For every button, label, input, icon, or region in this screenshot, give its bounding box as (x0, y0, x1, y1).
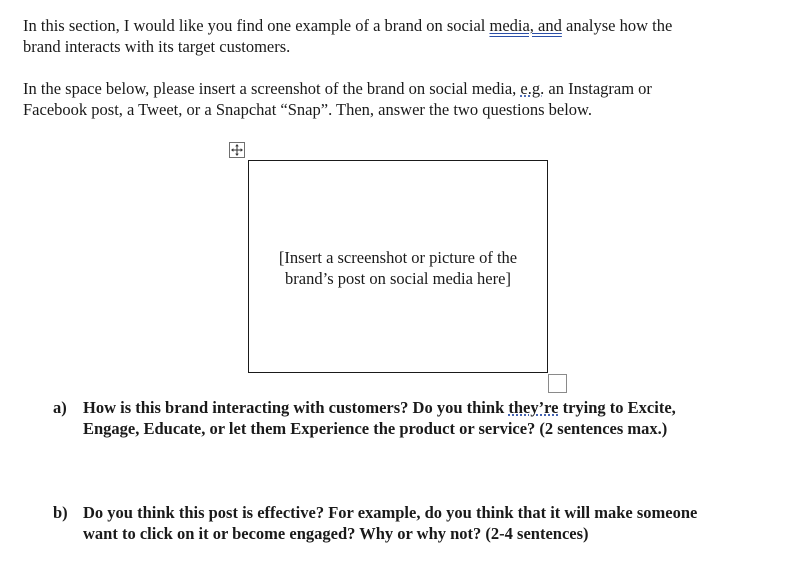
intro-text: In this section, I would like you find one example of a brand on social (23, 16, 490, 35)
intro-text: brand interacts with its target customers. (23, 37, 291, 56)
question-letter: b) (53, 503, 68, 522)
question-letter: a) (53, 398, 67, 417)
instructions-text: Facebook post, a Tweet, or a Snapchat “Snap”. Then, answer the two questions below. (23, 100, 593, 119)
screenshot-placeholder-box[interactable] (248, 160, 548, 373)
question-text: Do you think this post is effective? For example, do you think that it will make someone (83, 503, 698, 522)
question-text: want to click on it or become engaged? Why or why not? (2-4 sentences) (83, 524, 589, 543)
instructions-text: an Instagram or (544, 79, 652, 98)
grammar-flag[interactable]: media, and (489, 16, 562, 35)
instructions-text: In the space below, please insert a screenshot of the brand on social media, (23, 79, 521, 98)
grammar-flag[interactable]: e.g. (520, 79, 545, 98)
question-text: trying to Excite, (558, 398, 676, 417)
instructions-paragraph (23, 78, 652, 120)
resize-handle[interactable] (548, 374, 567, 393)
intro-text: analyse how the (561, 16, 673, 35)
question-text: How is this brand interacting with customers? Do you think (83, 398, 509, 417)
intro-paragraph (23, 15, 672, 57)
move-handle-icon[interactable] (229, 142, 245, 158)
question-text: Engage, Educate, or let them Experience the product or service? (2 sentences max.) (83, 419, 668, 438)
grammar-flag[interactable]: they’re (508, 398, 559, 417)
placeholder-text: [Insert a screenshot or picture of the brand’s post on social media here] (278, 248, 518, 288)
